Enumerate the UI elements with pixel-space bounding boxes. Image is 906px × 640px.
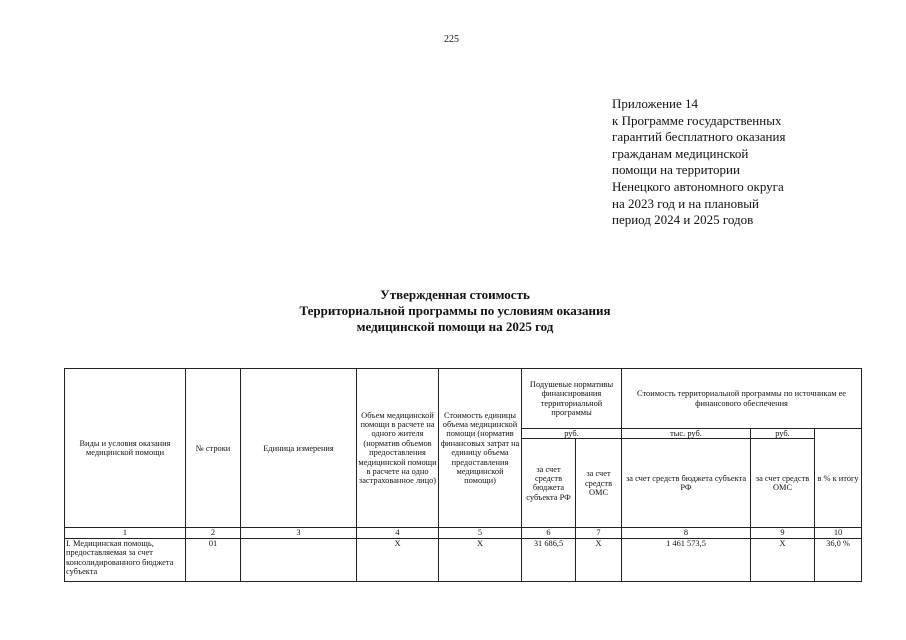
header-sub-budget: за счет средств бюджета субъекта РФ bbox=[522, 439, 576, 528]
title-line: Утвержденная стоимость bbox=[380, 287, 530, 302]
row-name: I. Медицинская помощь, предоставляемая за счет консолидированного бюджета субъекта bbox=[65, 538, 186, 581]
column-number: 3 bbox=[241, 528, 357, 538]
header-unit-rub: руб. bbox=[522, 429, 622, 439]
row-cost: X bbox=[439, 538, 522, 581]
header-per-capita: Подушевые нормативы финансирования территориальной программы bbox=[522, 369, 622, 429]
title-line: Территориальной программы по условиям оказания bbox=[299, 303, 611, 318]
appendix-line: гражданам медицинской bbox=[612, 145, 749, 161]
header-unit: Единица измерения bbox=[241, 369, 357, 528]
column-number: 9 bbox=[751, 528, 815, 538]
appendix-line: период 2024 и 2025 годов bbox=[612, 212, 754, 228]
column-number: 6 bbox=[522, 528, 576, 538]
appendix-line: гарантий бесплатного оказания bbox=[612, 129, 786, 145]
header-percent: в % к итогу bbox=[815, 429, 862, 528]
appendix-line: к Программе государственных bbox=[612, 112, 782, 128]
header-cost: Стоимость единицы объема медицинской помощи (норматив финансовых затрат на единицу объема предоставления медицинской помощи) bbox=[439, 369, 522, 528]
page-number: 225 bbox=[444, 34, 459, 45]
header-volume: Объем медицинской помощи в расчете на одного жителя (норматив объемов предоставления медицинской помощи в расчете на одно застрахованное лицо) bbox=[357, 369, 439, 528]
row-per-capita-budget: 31 686,5 bbox=[522, 538, 576, 581]
header-program-cost: Стоимость территориальной программы по источникам ее финансового обеспечения bbox=[622, 369, 862, 429]
header-sub-oms-2: за счет средств ОМС bbox=[751, 439, 815, 528]
appendix-line: на 2023 год и на плановый bbox=[612, 195, 759, 211]
column-number: 4 bbox=[357, 528, 439, 538]
header-unit-thous-rub: тыс. руб. bbox=[622, 429, 751, 439]
column-number: 1 bbox=[65, 528, 186, 538]
row-per-capita-oms: X bbox=[576, 538, 622, 581]
header-unit-rub-2: руб. bbox=[751, 429, 815, 439]
column-number: 2 bbox=[186, 528, 241, 538]
row-unit bbox=[241, 538, 357, 581]
column-number: 10 bbox=[815, 528, 862, 538]
appendix-block bbox=[612, 96, 852, 229]
row-number: 01 bbox=[186, 538, 241, 581]
appendix-line: Приложение 14 bbox=[612, 96, 699, 111]
document-title bbox=[250, 287, 660, 335]
header-sub-budget-2: за счет средств бюджета субъекта РФ bbox=[622, 439, 751, 528]
header-row-no: № строки bbox=[186, 369, 241, 528]
header-sub-oms: за счет средств ОМС bbox=[576, 439, 622, 528]
row-cost-oms: X bbox=[751, 538, 815, 581]
column-number: 5 bbox=[439, 528, 522, 538]
cost-table bbox=[64, 368, 862, 582]
header-types: Виды и условия оказания медицинской помощи bbox=[65, 369, 186, 528]
title-line: медицинской помощи на 2025 год bbox=[356, 319, 554, 334]
row-cost-budget: 1 461 573,5 bbox=[622, 538, 751, 581]
row-volume: X bbox=[357, 538, 439, 581]
column-number: 7 bbox=[576, 528, 622, 538]
appendix-line: Ненецкого автономного округа bbox=[612, 178, 784, 194]
row-percent: 36,0 % bbox=[815, 538, 862, 581]
table-row bbox=[65, 538, 862, 581]
appendix-line: помощи на территории bbox=[612, 162, 740, 178]
column-number: 8 bbox=[622, 528, 751, 538]
